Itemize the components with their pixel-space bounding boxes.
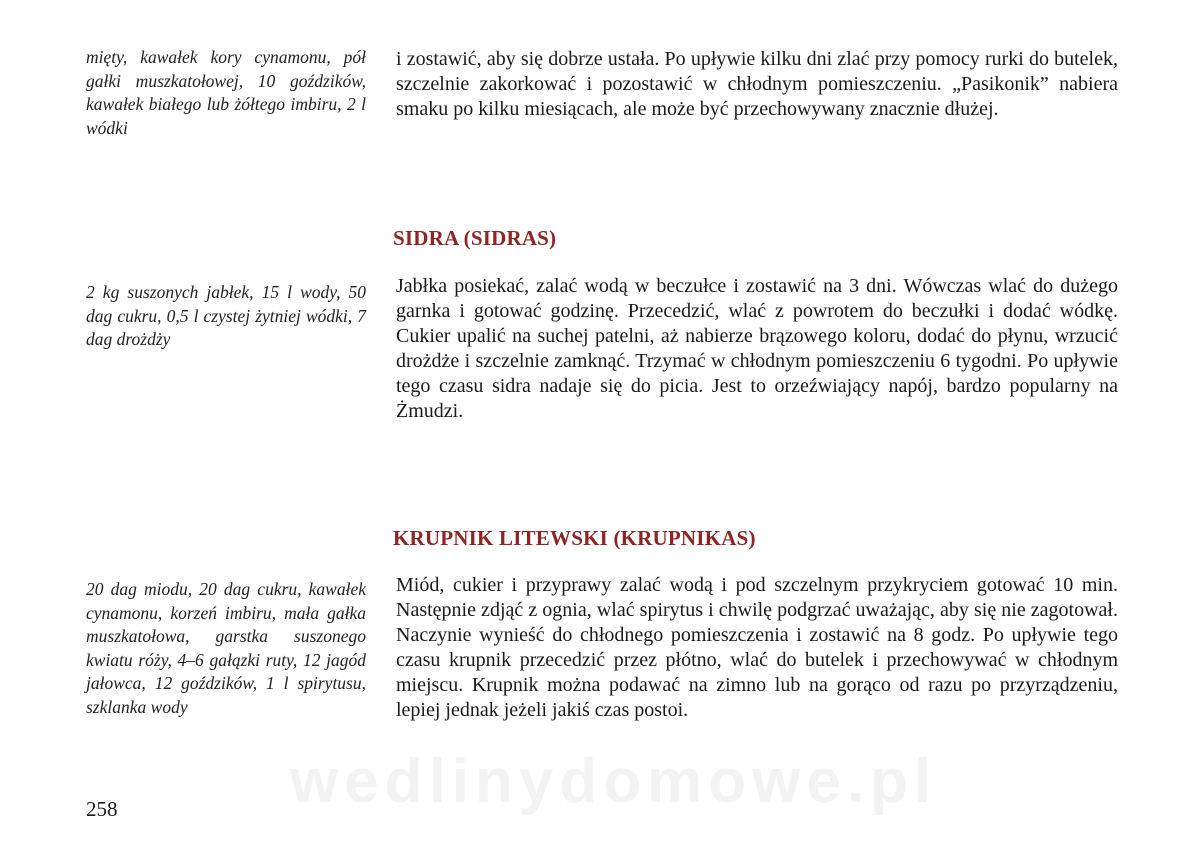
watermark-text: wedlinydomowe.pl bbox=[290, 747, 938, 816]
page-number: 258 bbox=[86, 797, 118, 821]
recipe-title-sidra: SIDRA (SIDRAS) bbox=[393, 226, 557, 250]
recipe-title-krupnik: KRUPNIK LITEWSKI (KRUPNIKAS) bbox=[393, 526, 756, 550]
intro-text: i zostawić, aby się dobrze ustała. Po upływie kilku dni zlać przy pomocy rurki do butelek, szczelnie zakorkować i pozostawić w chłodnym pomieszczeniu. „Pasikonik” nabiera smaku po kilku miesiącach, ale może być przechowywany znacznie dłużej. bbox=[396, 48, 1118, 120]
recipe-ingredients-krupnik: 20 dag miodu, 20 dag cukru, kawałek cynamonu, korzeń imbiru, mała gałka muszkatołowa, garstka suszonego kwiatu róży, 4–6 gałązki ruty, 12 jagód jałowca, 12 goździków, 1 l spirytusu, szklanka wody bbox=[86, 579, 366, 717]
recipe-text-krupnik: Miód, cukier i przyprawy zalać wodą i pod szczelnym przykryciem gotować 10 min. Następnie zdjąć z ognia, wlać spirytus i chwilę podgrzać uważając, aby się nie zagotował. Naczynie wynieść do chłodnego pomieszczenia i zostawić na 8 godz. Po upływie tego czasu krupnik przecedzić przez płótno, wlać do butelek i przechowywać w chłodnym miejscu. Krupnik można podawać na zimno lub na gorąco od razu po przyrządzeniu, lepiej jednak jeżeli jakiś czas postoi. bbox=[396, 574, 1118, 721]
recipe-text-sidra: Jabłka posiekać, zalać wodą w beczułce i zostawić na 3 dni. Wówczas wlać do dużego garnka i gotować godzinę. Przecedzić, wlać z powrotem do beczułki i dodać wódkę. Cukier upalić na suchej patelni, aż nabierze brązowego koloru, dodać do płynu, wrzucić drożdże i szczelnie zamknąć. Trzymać w chłodnym pomieszczeniu 6 tygodni. Po upływie tego czasu sidra nadaje się do picia. Jest to orzeźwiający napój, bardzo popularny na Żmudzi. bbox=[396, 275, 1118, 422]
recipe-ingredients-sidra: 2 kg suszonych jabłek, 15 l wody, 50 dag cukru, 0,5 l czystej żytniej wódki, 7 dag drożdży bbox=[86, 282, 366, 349]
intro-ingredients: mięty, kawałek kory cynamonu, pół gałki muszkatołowej, 10 goździków, kawałek białego lub żółtego imbiru, 2 l wódki bbox=[86, 47, 366, 138]
